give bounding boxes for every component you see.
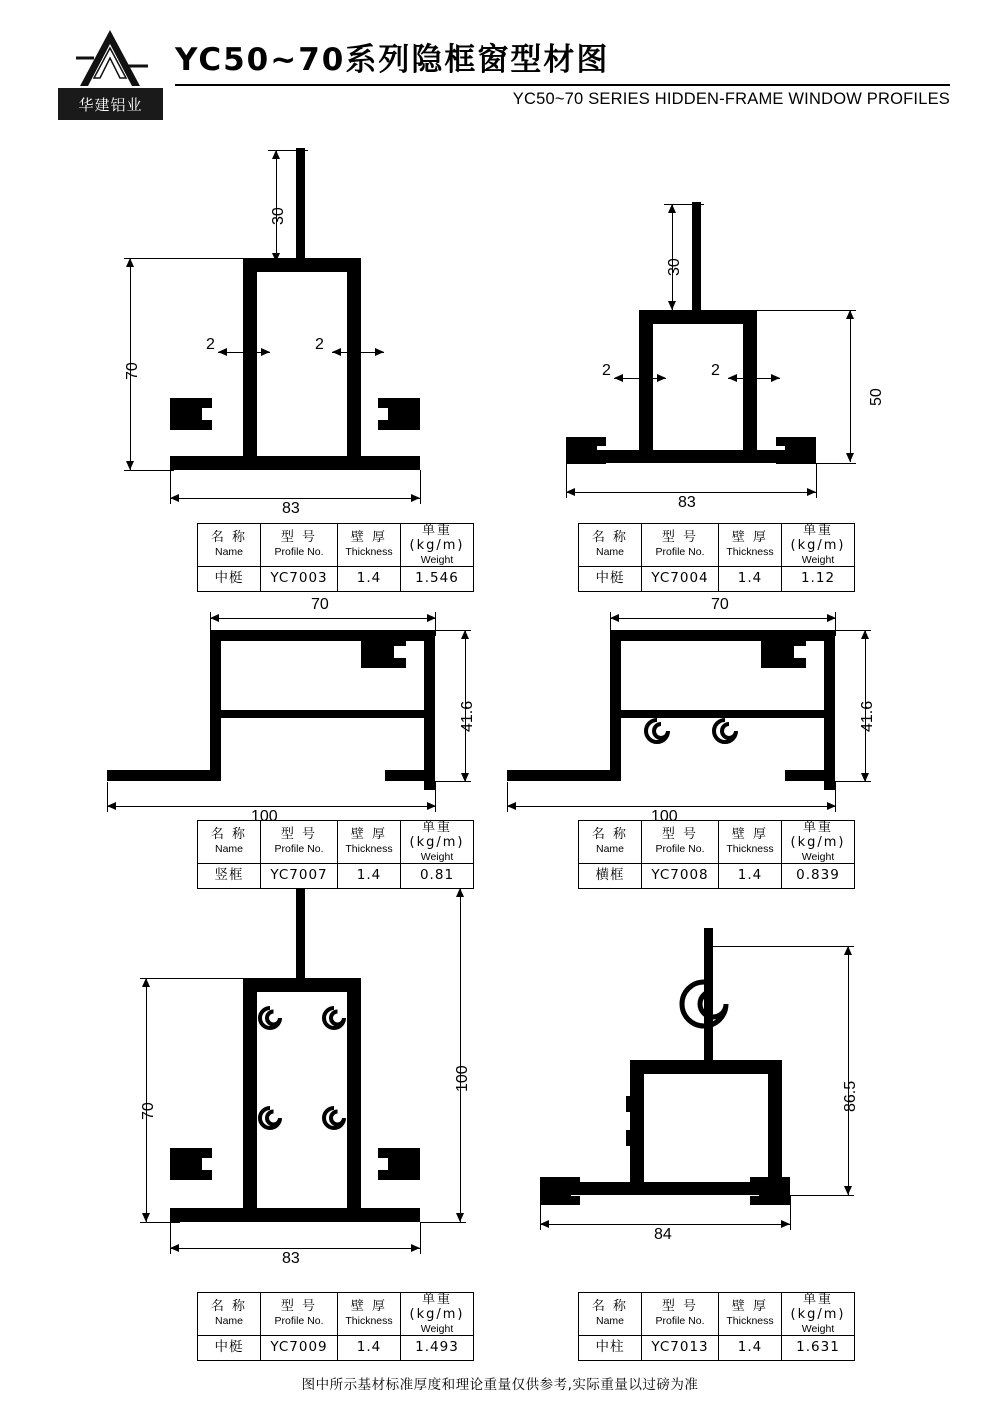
header-thickness [338, 1293, 401, 1336]
cell-profile-no: YC7007 [261, 863, 338, 888]
dim-ext-70-l [210, 612, 211, 636]
title-divider [175, 84, 950, 86]
dim-arrow-right-2a [261, 348, 270, 356]
header-weight [401, 524, 474, 567]
dim-arrow-up-50 [846, 310, 854, 319]
logo-wordmark: 华建铝业 [58, 88, 163, 120]
dim-arrow-left-2a [218, 348, 227, 356]
dim-line-84 [540, 1224, 790, 1225]
dim-line-30 [672, 204, 673, 310]
header-weight-cn: 单重(kg/m) [790, 1292, 846, 1322]
dim-arrow-left-100 [107, 802, 116, 810]
dim-line-70 [210, 618, 436, 619]
page-subtitle: YC50~70 SERIES HIDDEN-FRAME WINDOW PROFILES [512, 90, 950, 108]
cell-weight: 0.81 [401, 863, 474, 888]
cell-weight: 1.546 [401, 566, 474, 591]
header-name-en: Name [214, 843, 243, 856]
dim-arrow-left-83 [170, 494, 179, 502]
dim-ext-416-bot [435, 781, 471, 782]
dim-arrow-left-84 [540, 1220, 549, 1228]
dim-label-70: 70 [140, 1102, 157, 1120]
header-thickness-en: Thickness [345, 1315, 393, 1328]
dim-label-83: 83 [678, 494, 696, 511]
dim-arrow-left-2b [332, 348, 341, 356]
dim-arrow-left-70 [210, 614, 219, 622]
cell-weight: 0.839 [782, 863, 855, 888]
dim-ext-70-bot [140, 1222, 180, 1223]
header-weight-en: Weight [420, 850, 454, 863]
logo-mark-icon [68, 28, 153, 90]
dim-line-865 [848, 946, 849, 1195]
dim-arrow-left-83 [170, 1244, 179, 1252]
table-row [198, 566, 474, 591]
dim-ext-100-l [507, 782, 508, 812]
profile-drawing-yc7007 [85, 600, 485, 810]
header-model [642, 524, 719, 567]
header-name [198, 821, 261, 864]
table-header-row [198, 524, 474, 567]
header-thickness [719, 1293, 782, 1336]
header-name-en: Name [595, 843, 624, 856]
dim-ext-70-top [140, 978, 250, 979]
header-name [198, 1293, 261, 1336]
dim-arrow-up-865 [844, 946, 852, 955]
figure-yc7007 [85, 596, 485, 840]
dim-arrow-down-70 [142, 1213, 150, 1222]
dim-arrow-up-30 [272, 150, 280, 159]
header-thickness-cn: 壁 厚 [350, 827, 388, 843]
table-header-row [579, 1293, 855, 1336]
dim-label-416: 41.6 [859, 700, 876, 732]
header-model-cn: 型 号 [280, 827, 318, 843]
header-weight-cn: 单重(kg/m) [409, 1292, 465, 1322]
dim-arrow-left-2b [728, 374, 737, 382]
header-weight-en: Weight [420, 1322, 454, 1335]
header-name-en: Name [214, 546, 243, 559]
dim-line-100 [460, 888, 461, 1222]
table-row [198, 1335, 474, 1360]
dim-label-83: 83 [282, 500, 300, 517]
page-footnote: 图中所示基材标准厚度和理论重量仅供参考,实际重量以过磅为准 [301, 1377, 699, 1393]
dim-label-100: 100 [251, 808, 278, 825]
dim-arrow-left-2a [614, 374, 623, 382]
cell-profile-no: YC7013 [642, 1335, 719, 1360]
cell-name: 竖框 [198, 863, 261, 888]
dim-line-100 [107, 806, 436, 807]
header-weight [401, 821, 474, 864]
dim-arrow-up-70 [126, 258, 134, 267]
header-thickness [719, 821, 782, 864]
header-weight-cn: 单重(kg/m) [790, 523, 846, 553]
header-weight [782, 821, 855, 864]
header-weight-en: Weight [801, 850, 835, 863]
dim-arrow-left-70 [610, 614, 619, 622]
dim-line-50 [850, 310, 851, 462]
header-model [642, 1293, 719, 1336]
cell-name: 横框 [579, 863, 642, 888]
dim-label-2b: 2 [315, 336, 324, 353]
dim-ext-100-r [435, 782, 436, 812]
cell-name: 中梃 [198, 566, 261, 591]
dim-label-100: 100 [454, 1065, 471, 1092]
header-weight-en: Weight [801, 553, 835, 566]
company-logo [58, 28, 163, 120]
dim-ext-70-r [435, 612, 436, 636]
cell-weight: 1.493 [401, 1335, 474, 1360]
dim-label-70: 70 [711, 596, 729, 613]
dim-ext-30-top [664, 204, 704, 205]
header-thickness-cn: 壁 厚 [731, 1299, 769, 1315]
dim-arrow-right-2a [657, 374, 666, 382]
dim-ext-83-r [420, 470, 421, 504]
dim-line-70 [146, 978, 147, 1222]
header-model-cn: 型 号 [661, 530, 699, 546]
cell-name: 中柱 [579, 1335, 642, 1360]
dim-arrow-right-83 [411, 1244, 420, 1252]
dim-line-70 [610, 618, 836, 619]
spec-table-yc7007 [197, 820, 474, 889]
dim-label-2a: 2 [206, 336, 215, 353]
header-name-cn: 名 称 [210, 1299, 248, 1315]
dim-line-100 [507, 806, 836, 807]
dim-ext-83-r [420, 1222, 421, 1254]
dim-line-83 [566, 492, 816, 493]
cell-profile-no: YC7009 [261, 1335, 338, 1360]
table-row [579, 566, 855, 591]
cell-weight: 1.631 [782, 1335, 855, 1360]
header-thickness-en: Thickness [726, 843, 774, 856]
spec-table-yc7004 [578, 523, 855, 592]
header-model [642, 821, 719, 864]
dim-ext-100-bot [420, 1222, 466, 1223]
header-model-cn: 型 号 [280, 1299, 318, 1315]
header-weight [401, 1293, 474, 1336]
cell-name: 中梃 [198, 1335, 261, 1360]
profile-drawing-yc7009 [100, 880, 500, 1260]
dim-arrow-down-100 [456, 1213, 464, 1222]
cell-thickness: 1.4 [338, 1335, 401, 1360]
dim-label-100: 100 [651, 808, 678, 825]
header-model-en: Profile No. [274, 843, 324, 856]
header-weight-en: Weight [801, 1322, 835, 1335]
dim-ext-100-l [107, 782, 108, 812]
header-model-cn: 型 号 [661, 827, 699, 843]
header-thickness-en: Thickness [726, 1315, 774, 1328]
dim-line-83 [170, 498, 420, 499]
header-model-en: Profile No. [655, 546, 705, 559]
cell-profile-no: YC7004 [642, 566, 719, 591]
table-row [579, 1335, 855, 1360]
dim-label-83: 83 [282, 1250, 300, 1267]
figure-yc7013 [500, 900, 900, 1300]
dim-ext-100-r [835, 782, 836, 812]
page-title: YC50~70系列隐框窗型材图 [175, 42, 610, 78]
dim-arrow-up-30 [668, 204, 676, 213]
header-name [198, 524, 261, 567]
header-model [261, 821, 338, 864]
dim-label-865: 86.5 [842, 1080, 859, 1112]
header-weight [782, 524, 855, 567]
header-thickness-cn: 壁 厚 [731, 827, 769, 843]
header-thickness-en: Thickness [726, 546, 774, 559]
dim-label-416: 41.6 [459, 700, 476, 732]
header-model-en: Profile No. [274, 1315, 324, 1328]
table-header-row [198, 821, 474, 864]
header-thickness [338, 524, 401, 567]
header-name-cn: 名 称 [210, 827, 248, 843]
dim-label-70: 70 [124, 362, 141, 380]
cell-thickness: 1.4 [719, 566, 782, 591]
dim-arrow-right-84 [781, 1220, 790, 1228]
page-header [0, 0, 1000, 130]
dim-arrow-down-865 [844, 1186, 852, 1195]
dim-ext-30-top [268, 150, 308, 151]
table-header-row [579, 524, 855, 567]
dim-ext-83-l [170, 470, 171, 504]
header-model [261, 524, 338, 567]
dim-arrow-right-83 [807, 488, 816, 496]
header-name [579, 1293, 642, 1336]
dim-ext-84-l [540, 1196, 541, 1230]
cell-thickness: 1.4 [338, 863, 401, 888]
dim-ext-416-bot [835, 781, 871, 782]
dim-ext-50-bot [816, 463, 856, 464]
header-thickness-cn: 壁 厚 [731, 530, 769, 546]
header-model-cn: 型 号 [280, 530, 318, 546]
dim-arrow-up-416 [861, 630, 869, 639]
header-name-cn: 名 称 [591, 1299, 629, 1315]
dim-arrow-down-30 [272, 253, 280, 262]
header-weight [782, 1293, 855, 1336]
header-weight-cn: 单重(kg/m) [790, 820, 846, 850]
dim-label-2a: 2 [602, 362, 611, 379]
header-thickness-cn: 壁 厚 [350, 1299, 388, 1315]
dim-line-30 [276, 150, 277, 262]
spec-table-yc7008 [578, 820, 855, 889]
dim-arrow-right-2b [375, 348, 384, 356]
dim-ext-865-top [708, 946, 854, 947]
header-weight-cn: 单重(kg/m) [409, 820, 465, 850]
dim-line-83 [170, 1248, 420, 1249]
profile-drawing-yc7003 [100, 140, 480, 520]
dim-ext-416-top [835, 630, 871, 631]
profile-drawing-yc7008 [485, 600, 885, 810]
header-name-cn: 名 称 [591, 827, 629, 843]
cell-weight: 1.12 [782, 566, 855, 591]
header-thickness-en: Thickness [345, 843, 393, 856]
header-thickness [719, 524, 782, 567]
header-thickness [338, 821, 401, 864]
dim-label-2b: 2 [711, 362, 720, 379]
header-name-cn: 名 称 [591, 530, 629, 546]
dim-arrow-right-2b [771, 374, 780, 382]
header-name [579, 524, 642, 567]
spec-table-yc7003 [197, 523, 474, 592]
header-thickness-cn: 壁 厚 [350, 530, 388, 546]
table-header-row [198, 1293, 474, 1336]
dim-label-50: 50 [868, 388, 885, 406]
figure-yc7004 [520, 140, 900, 580]
spec-table-yc7009 [197, 1292, 474, 1361]
table-header-row [579, 821, 855, 864]
spec-table-yc7013 [578, 1292, 855, 1361]
cell-thickness: 1.4 [719, 863, 782, 888]
dim-ext-100-top [300, 888, 466, 889]
figure-yc7003 [100, 140, 480, 580]
dim-arrow-up-416 [461, 630, 469, 639]
dim-ext-865-bot [790, 1195, 854, 1196]
dim-label-84: 84 [654, 1226, 672, 1243]
header-model-cn: 型 号 [661, 1299, 699, 1315]
dim-arrow-up-100 [456, 888, 464, 897]
dim-ext-416-top [435, 630, 471, 631]
header-name-en: Name [214, 1315, 243, 1328]
header-model [261, 1293, 338, 1336]
dim-ext-84-r [790, 1196, 791, 1230]
dim-ext-83-l [170, 1222, 171, 1254]
dim-ext-70-r [835, 612, 836, 636]
dim-ext-83-l [566, 464, 567, 498]
cell-profile-no: YC7003 [261, 566, 338, 591]
dim-ext-83-r [816, 464, 817, 498]
cell-name: 中梃 [579, 566, 642, 591]
header-name-en: Name [595, 546, 624, 559]
header-name-en: Name [595, 1315, 624, 1328]
dim-arrow-up-70 [142, 978, 150, 987]
dim-label-70: 70 [311, 596, 329, 613]
dim-label-30: 30 [270, 207, 287, 225]
header-thickness-en: Thickness [345, 546, 393, 559]
header-model-en: Profile No. [655, 843, 705, 856]
figure-yc7008 [485, 596, 885, 840]
figure-yc7009 [100, 880, 500, 1300]
dim-ext-70-bot [124, 470, 174, 471]
header-model-en: Profile No. [274, 546, 324, 559]
dim-arrow-down-30 [668, 301, 676, 310]
dim-arrow-down-50 [846, 453, 854, 462]
dim-arrow-right-83 [411, 494, 420, 502]
dim-arrow-down-70 [126, 461, 134, 470]
profile-drawing-yc7013 [500, 900, 900, 1260]
header-model-en: Profile No. [655, 1315, 705, 1328]
dim-ext-50-top [751, 310, 856, 311]
header-name [579, 821, 642, 864]
dim-label-30: 30 [666, 258, 683, 276]
dim-arrow-left-100 [507, 802, 516, 810]
dim-ext-70-l [610, 612, 611, 636]
cell-thickness: 1.4 [719, 1335, 782, 1360]
cell-thickness: 1.4 [338, 566, 401, 591]
header-weight-en: Weight [420, 553, 454, 566]
table-row [579, 863, 855, 888]
dim-ext-70-top [124, 258, 249, 259]
dim-arrow-left-83 [566, 488, 575, 496]
cell-profile-no: YC7008 [642, 863, 719, 888]
header-weight-cn: 单重(kg/m) [409, 523, 465, 553]
header-name-cn: 名 称 [210, 530, 248, 546]
